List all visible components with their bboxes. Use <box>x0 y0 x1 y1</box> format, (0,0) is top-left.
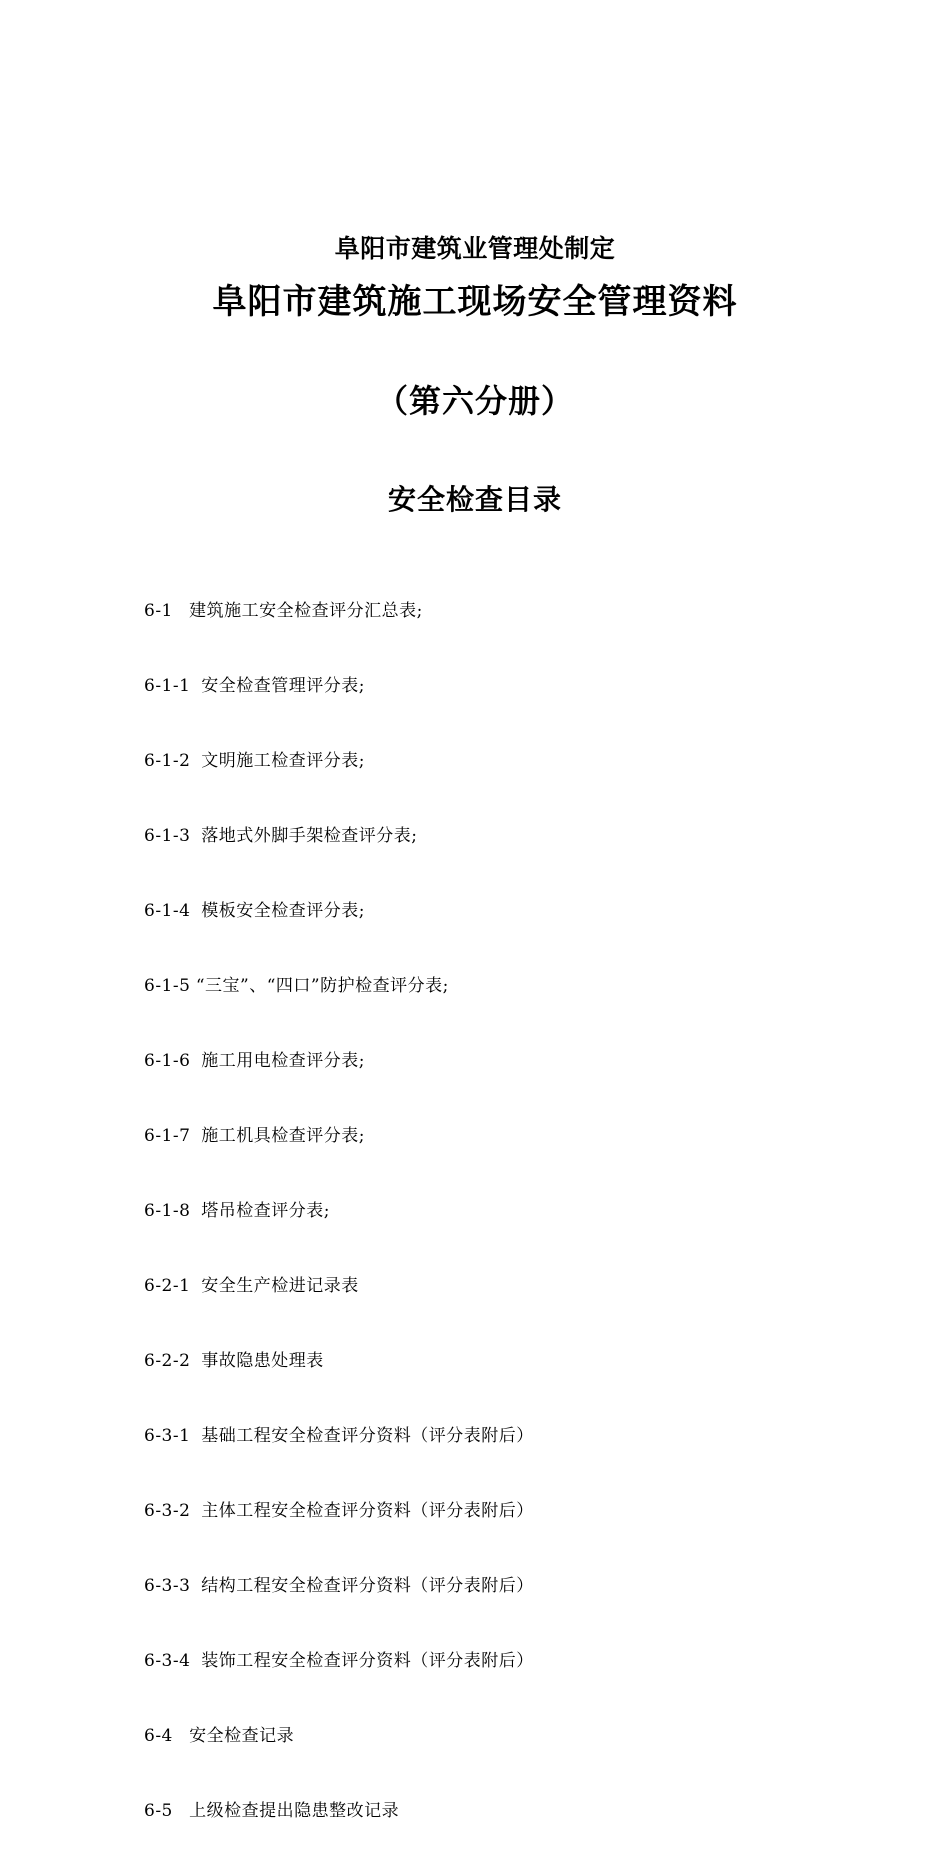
toc-item <box>144 1349 534 1374</box>
toc-item <box>144 824 534 849</box>
toc-item-gap <box>190 1051 201 1071</box>
toc-item-number: 6-3-1 <box>144 1426 191 1446</box>
toc-item <box>144 1199 534 1224</box>
toc-item-number: 6-3-3 <box>144 1576 191 1596</box>
document-title: 阜阳市建筑施工现场安全管理资料 <box>212 282 738 322</box>
toc-item-gap <box>190 1126 201 1146</box>
toc-heading: 安全检查目录 <box>387 483 562 516</box>
toc-item-number: 6-4 <box>144 1726 173 1746</box>
toc-item-gap <box>190 1426 201 1446</box>
toc-item-number: 6-1-1 <box>144 676 191 696</box>
toc-item-gap <box>190 1651 201 1671</box>
toc-item-number: 6-1-2 <box>144 751 191 771</box>
toc-item-number: 6-1-4 <box>144 901 191 921</box>
toc-item-text: 安全检查管理评分表; <box>201 676 365 696</box>
toc-item-gap <box>190 1351 201 1371</box>
toc-item-text: 落地式外脚手架检查评分表; <box>201 826 418 846</box>
toc-item <box>144 1124 534 1149</box>
toc-item-text: 装饰工程安全检查评分资料（评分表附后） <box>201 1651 534 1671</box>
toc-item-gap <box>190 751 201 771</box>
volume-label: （第六分册） <box>375 382 574 420</box>
toc-item-number: 6-1 <box>144 601 173 621</box>
toc-item-number: 6-2-2 <box>144 1351 191 1371</box>
toc-item-text: 结构工程安全检查评分资料（评分表附后） <box>201 1576 534 1596</box>
toc-item-gap <box>190 901 201 921</box>
toc-item-number: 6-1-8 <box>144 1201 191 1221</box>
toc-item-gap <box>190 1576 201 1596</box>
toc-item <box>144 1799 534 1824</box>
toc-item-gap <box>190 1201 201 1221</box>
toc-list <box>144 549 534 1874</box>
toc-item-text: 模板安全检查评分表; <box>201 901 365 921</box>
toc-item-text: 文明施工检查评分表; <box>201 751 365 771</box>
toc-item-number: 6-3-2 <box>144 1501 191 1521</box>
toc-item-text: 施工机具检查评分表; <box>201 1126 365 1146</box>
toc-item-text: 塔吊检查评分表; <box>201 1201 330 1221</box>
toc-item-number: 6-1-3 <box>144 826 191 846</box>
issuer-line: 阜阳市建筑业管理处制定 <box>334 234 616 263</box>
toc-item-text: 安全生产检进记录表 <box>201 1276 359 1296</box>
toc-item <box>144 1574 534 1599</box>
toc-item-gap <box>173 601 189 621</box>
toc-item <box>144 1274 534 1299</box>
toc-item-gap <box>190 826 201 846</box>
toc-item-text: 事故隐患处理表 <box>201 1351 324 1371</box>
toc-item-number: 6-1-6 <box>144 1051 191 1071</box>
toc-item-gap <box>173 1726 189 1746</box>
toc-item-number: 6-2-1 <box>144 1276 191 1296</box>
toc-item-text: “三宝”、“四口”防护检查评分表; <box>195 976 449 996</box>
toc-item <box>144 899 534 924</box>
toc-item-number: 6-1-5 <box>144 976 191 996</box>
toc-item <box>144 1049 534 1074</box>
toc-item <box>144 749 534 774</box>
toc-item <box>144 1499 534 1524</box>
toc-item-text: 基础工程安全检查评分资料（评分表附后） <box>201 1426 534 1446</box>
toc-item-text: 建筑施工安全检查评分汇总表; <box>189 601 423 621</box>
toc-item <box>144 599 534 624</box>
toc-item <box>144 1424 534 1449</box>
toc-item-number: 6-3-4 <box>144 1651 191 1671</box>
toc-item-number: 6-5 <box>144 1801 173 1821</box>
toc-item-gap <box>173 1801 189 1821</box>
toc-item-text: 主体工程安全检查评分资料（评分表附后） <box>201 1501 534 1521</box>
toc-item-text: 上级检查提出隐患整改记录 <box>189 1801 400 1821</box>
toc-item <box>144 1724 534 1749</box>
toc-item <box>144 974 534 999</box>
toc-item-text: 施工用电检查评分表; <box>201 1051 365 1071</box>
toc-item <box>144 674 534 699</box>
toc-item-gap <box>190 1276 201 1296</box>
toc-item <box>144 1649 534 1674</box>
toc-item-gap <box>190 676 201 696</box>
toc-item-number: 6-1-7 <box>144 1126 191 1146</box>
toc-item-text: 安全检查记录 <box>189 1726 295 1746</box>
toc-item-gap <box>190 1501 201 1521</box>
